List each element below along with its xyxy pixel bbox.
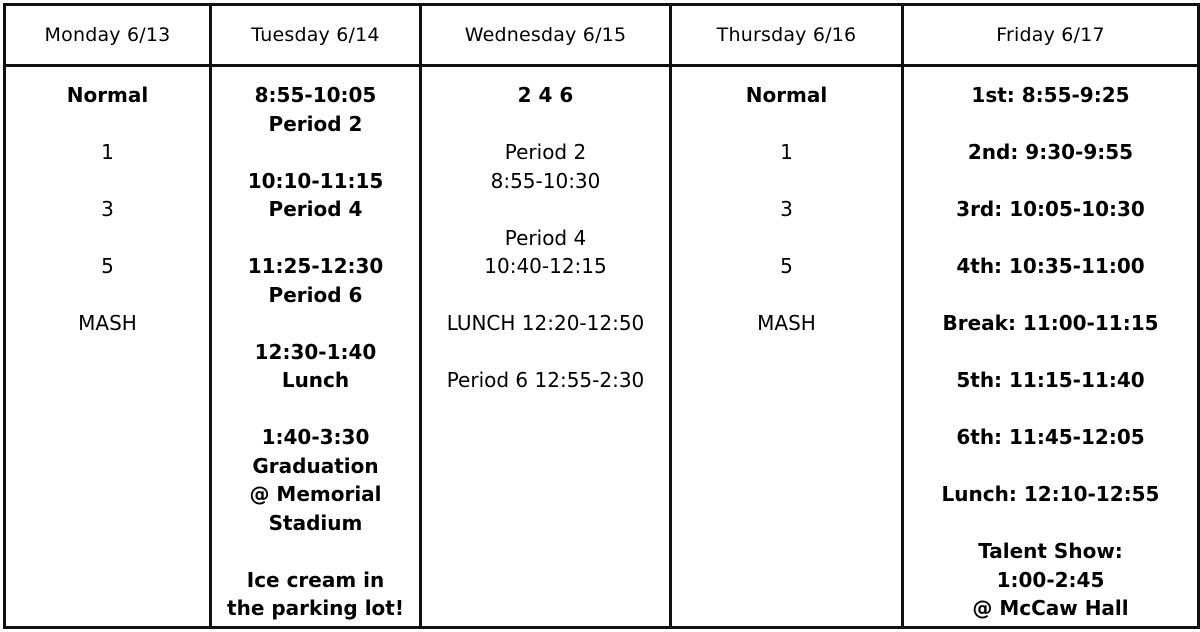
schedule-row: [5, 66, 1199, 628]
monday-period-5: 5: [101, 254, 114, 278]
header-friday: Friday 6/17: [903, 5, 1199, 66]
wednesday-title: 2 4 6: [517, 83, 574, 107]
thursday-title: Normal: [745, 83, 828, 107]
wednesday-period-2: Period 2: [504, 140, 587, 164]
friday-period-3: 3rd: 10:05-10:30: [956, 197, 1145, 221]
tuesday-label-5a: Graduation: [252, 453, 379, 478]
wednesday-cell: [421, 66, 671, 628]
tuesday-time-1: 8:55-10:05: [254, 83, 377, 107]
friday-lunch: Lunch: 12:10-12:55: [941, 482, 1160, 506]
thursday-period-3: 3: [780, 197, 793, 221]
friday-break: Break: 11:00-11:15: [942, 311, 1159, 335]
wednesday-lunch: LUNCH 12:20-12:50: [446, 311, 645, 335]
tuesday-label-1: Period 2: [268, 111, 363, 136]
friday-cell: [903, 66, 1199, 628]
header-thursday: Thursday 6/16: [671, 5, 903, 66]
wednesday-period-4: Period 4: [504, 225, 587, 250]
wednesday-period-4-time: 10:40-12:15: [484, 254, 607, 278]
header-row: [5, 5, 1199, 66]
header-monday: Monday 6/13: [5, 5, 211, 66]
header-wednesday: Wednesday 6/15: [421, 5, 671, 66]
monday-period-1: 1: [101, 140, 114, 164]
friday-talent-show-3: @ McCaw Hall: [972, 596, 1129, 620]
tuesday-label-5c: Stadium: [268, 510, 363, 535]
monday-cell: [5, 66, 211, 628]
friday-period-1: 1st: 8:55-9:25: [971, 83, 1130, 107]
tuesday-cell: [211, 66, 421, 628]
thursday-cell: [671, 66, 903, 628]
tuesday-time-5: 1:40-3:30: [261, 425, 370, 449]
tuesday-time-4: 12:30-1:40: [254, 339, 377, 364]
tuesday-label-4: Lunch: [281, 368, 350, 392]
friday-period-2: 2nd: 9:30-9:55: [967, 140, 1134, 164]
header-tuesday: Tuesday 6/14: [211, 5, 421, 66]
schedule-table: [3, 3, 1200, 629]
monday-period-3: 3: [101, 197, 114, 221]
friday-talent-show-1: Talent Show:: [978, 539, 1123, 563]
tuesday-label-2: Period 4: [268, 197, 363, 221]
tuesday-label-3: Period 6: [268, 282, 363, 307]
thursday-period-5: 5: [780, 254, 793, 278]
tuesday-label-5b: @ Memorial: [249, 482, 382, 506]
wednesday-period-2-time: 8:55-10:30: [490, 168, 601, 193]
tuesday-time-2: 10:10-11:15: [247, 168, 384, 193]
tuesday-ice-cream-2: the parking lot!: [227, 596, 404, 620]
wednesday-period-6: Period 6 12:55-2:30: [446, 368, 645, 392]
monday-title: Normal: [66, 83, 149, 107]
monday-mash: MASH: [78, 311, 137, 335]
friday-period-6: 6th: 11:45-12:05: [956, 425, 1145, 449]
tuesday-time-3: 11:25-12:30: [247, 254, 384, 278]
friday-period-5: 5th: 11:15-11:40: [956, 368, 1145, 392]
tuesday-ice-cream-1: Ice cream in: [246, 567, 385, 592]
thursday-period-1: 1: [780, 140, 793, 164]
friday-talent-show-2: 1:00-2:45: [996, 567, 1105, 592]
thursday-mash: MASH: [757, 311, 816, 335]
friday-period-4: 4th: 10:35-11:00: [956, 254, 1145, 278]
